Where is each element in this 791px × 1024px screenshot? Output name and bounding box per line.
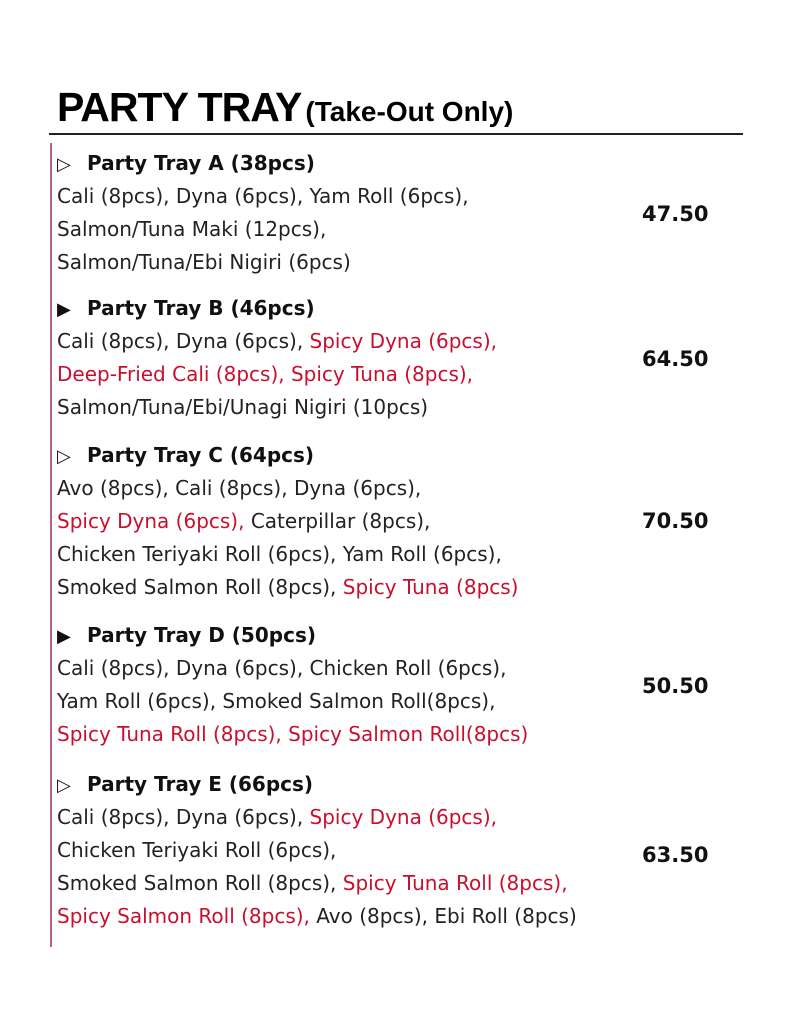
tray-heading xyxy=(57,292,737,325)
item-text-highlight: Spicy Tuna Roll (8pcs), xyxy=(342,871,568,895)
item-text: Avo (8pcs), Cali (8pcs), Dyna (6pcs), xyxy=(57,476,422,500)
item-text: Cali (8pcs), Dyna (6pcs), xyxy=(57,805,310,829)
tray-name: Party Tray E (66pcs) xyxy=(87,772,314,796)
item-text-highlight: Spicy Dyna (6pcs), xyxy=(309,329,497,353)
item-text-highlight: Spicy Dyna (6pcs), xyxy=(57,509,245,533)
filled-triangle-icon: ▶ xyxy=(57,626,71,647)
tray-name: Party Tray C (64pcs) xyxy=(87,443,315,467)
item-text: Chicken Teriyaki Roll (6pcs), Yam Roll (6pcs), xyxy=(57,542,502,566)
tray-name: Party Tray B (46pcs) xyxy=(87,296,315,320)
item-text: Smoked Salmon Roll (8pcs), xyxy=(57,575,343,599)
item-text-highlight: Spicy Tuna (8pcs) xyxy=(342,575,519,599)
tray-d xyxy=(57,619,737,751)
tray-price: 47.50 xyxy=(642,202,709,226)
tray-item-line xyxy=(57,801,737,834)
tray-price: 70.50 xyxy=(642,509,709,533)
tray-c xyxy=(57,439,737,604)
item-text-highlight: Spicy Dyna (6pcs), xyxy=(309,805,497,829)
item-text: Avo (8pcs), Ebi Roll (8pcs) xyxy=(309,904,577,928)
tray-item-line xyxy=(57,571,737,604)
item-text-highlight: Spicy Salmon Roll (8pcs), xyxy=(57,904,310,928)
item-text-highlight: Deep-Fried Cali (8pcs), Spicy Tuna (8pcs), xyxy=(57,362,474,386)
hollow-triangle-icon: ▷ xyxy=(57,446,71,467)
tray-price: 63.50 xyxy=(642,843,709,867)
title-subtitle: (Take-Out Only) xyxy=(305,96,514,127)
tray-item-line xyxy=(57,538,737,571)
item-text: Chicken Teriyaki Roll (6pcs), xyxy=(57,838,337,862)
tray-item-line xyxy=(57,718,737,751)
tray-item-line xyxy=(57,213,737,246)
hollow-triangle-icon: ▷ xyxy=(57,775,71,796)
tray-name: Party Tray A (38pcs) xyxy=(87,151,315,175)
tray-item-line xyxy=(57,505,737,538)
item-text-highlight: Spicy Tuna Roll (8pcs), Spicy Salmon Roll(8pcs) xyxy=(57,722,529,746)
tray-heading xyxy=(57,619,737,652)
tray-item-line xyxy=(57,358,737,391)
tray-item-line xyxy=(57,900,737,933)
item-text: Cali (8pcs), Dyna (6pcs), Yam Roll (6pcs), xyxy=(57,184,469,208)
tray-heading xyxy=(57,439,737,472)
filled-triangle-icon: ▶ xyxy=(57,299,71,320)
item-text: Caterpillar (8pcs), xyxy=(244,509,431,533)
tray-item-line xyxy=(57,391,737,424)
tray-name: Party Tray D (50pcs) xyxy=(87,623,316,647)
tray-item-line xyxy=(57,180,737,213)
title-divider xyxy=(49,133,743,135)
tray-price: 50.50 xyxy=(642,674,709,698)
tray-item-line xyxy=(57,325,737,358)
tray-e xyxy=(57,768,737,933)
hollow-triangle-icon: ▷ xyxy=(57,154,71,175)
tray-heading xyxy=(57,768,737,801)
item-text: Cali (8pcs), Dyna (6pcs), Chicken Roll (6pcs), xyxy=(57,656,507,680)
item-text: Salmon/Tuna/Ebi Nigiri (6pcs) xyxy=(57,250,351,274)
tray-item-line xyxy=(57,652,737,685)
tray-item-line xyxy=(57,472,737,505)
item-text: Smoked Salmon Roll (8pcs), xyxy=(57,871,343,895)
page-title xyxy=(57,84,513,131)
side-divider xyxy=(50,143,52,947)
item-text: Salmon/Tuna Maki (12pcs), xyxy=(57,217,327,241)
tray-item-line xyxy=(57,685,737,718)
item-text: Salmon/Tuna/Ebi/Unagi Nigiri (10pcs) xyxy=(57,395,429,419)
item-text: Yam Roll (6pcs), Smoked Salmon Roll(8pcs), xyxy=(57,689,496,713)
tray-price: 64.50 xyxy=(642,347,709,371)
tray-b xyxy=(57,292,737,424)
item-text: Cali (8pcs), Dyna (6pcs), xyxy=(57,329,310,353)
tray-item-line xyxy=(57,834,737,867)
tray-item-line xyxy=(57,867,737,900)
title-main: PARTY TRAY xyxy=(57,84,302,130)
tray-heading xyxy=(57,147,737,180)
tray-a xyxy=(57,147,737,279)
tray-item-line xyxy=(57,246,737,279)
